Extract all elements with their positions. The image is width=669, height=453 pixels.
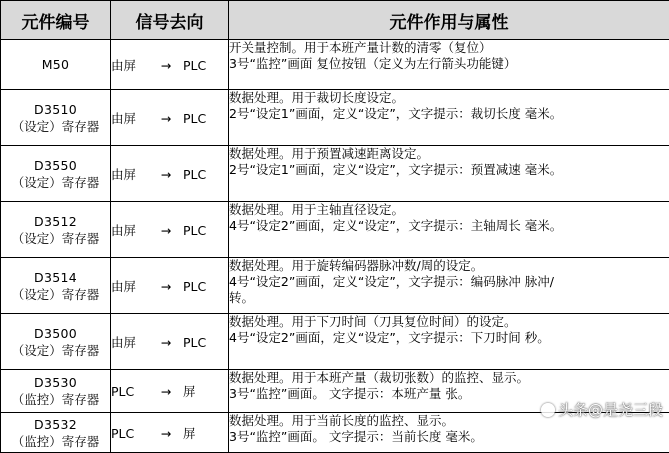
description-line: 2号“设定1”画面，定义“设定”，文字提示：裁切长度 毫米。: [229, 106, 669, 122]
header-code: 元件编号: [1, 1, 111, 40]
description-line: 4号“设定2”画面，定义“设定”，文字提示：下刀时间 秒。: [229, 330, 669, 346]
description-line: 3号“监控”画面 复位按钮（定义为左行箭头功能键）: [229, 56, 669, 72]
signal-target: PLC: [183, 223, 206, 238]
signal-source: 由屏: [111, 221, 149, 239]
description-line: 3号“监控”画面。 文字提示：本班产量 张。: [229, 386, 669, 402]
table-row: [1, 90, 669, 146]
function-description-cell: [229, 258, 669, 314]
description-line: 数据处理。用于本班产量（裁切张数）的监控、显示。: [229, 370, 669, 386]
function-description-cell: [229, 90, 669, 146]
element-type: （设定）寄存器: [1, 118, 110, 135]
signal-target: PLC: [183, 167, 206, 182]
element-code: D3514: [1, 269, 110, 286]
signal-source: 由屏: [111, 277, 149, 295]
signal-target: 屏: [183, 426, 196, 441]
right-arrow-icon: →: [149, 335, 183, 350]
description-line: 数据处理。用于预置减速距离设定。: [229, 146, 669, 162]
signal-direction-cell: [111, 258, 229, 314]
signal-direction-cell: [111, 40, 229, 90]
element-code-cell: [1, 370, 111, 413]
description-line: 4号“设定2”画面，定义“设定”，文字提示：主轴周长 毫米。: [229, 218, 669, 234]
signal-source: 由屏: [111, 333, 149, 351]
element-code-cell: [1, 40, 111, 90]
element-code: D3530: [1, 374, 110, 391]
watermark: 头条@是尧三段: [541, 399, 663, 420]
element-code: D3512: [1, 213, 110, 230]
signal-source: 由屏: [111, 165, 149, 183]
signal-direction-cell: [111, 314, 229, 370]
header-direction: 信号去向: [111, 1, 229, 40]
description-line: 3号“监控”画面。 文字提示：当前长度 毫米。: [229, 429, 669, 445]
signal-target: 屏: [183, 384, 196, 399]
signal-source: 由屏: [111, 56, 149, 74]
function-description-cell: [229, 314, 669, 370]
signal-source: 由屏: [111, 109, 149, 127]
function-description-cell: [229, 202, 669, 258]
signal-direction-cell: [111, 370, 229, 413]
signal-target: PLC: [183, 279, 206, 294]
right-arrow-icon: →: [149, 111, 183, 126]
right-arrow-icon: →: [149, 384, 183, 399]
right-arrow-icon: →: [149, 426, 183, 441]
signal-source: PLC: [111, 384, 149, 399]
description-line: 开关量控制。用于本班产量计数的清零（复位）: [229, 40, 669, 56]
element-code: M50: [1, 56, 110, 73]
description-line: 2号“设定1”画面，定义“设定”，文字提示：预置减速 毫米。: [229, 162, 669, 178]
signal-target: PLC: [183, 111, 206, 126]
right-arrow-icon: →: [149, 223, 183, 238]
element-type: （设定）寄存器: [1, 174, 110, 191]
element-type: （监控）寄存器: [1, 391, 110, 408]
element-code: D3532: [1, 416, 110, 433]
watermark-logo-icon: [541, 403, 555, 417]
description-line: 数据处理。用于裁切长度设定。: [229, 90, 669, 106]
header-row: [1, 1, 669, 40]
signal-target: PLC: [183, 335, 206, 350]
description-line: 数据处理。用于下刀时间（刀具复位时间）的设定。: [229, 314, 669, 330]
right-arrow-icon: →: [149, 58, 183, 73]
element-type: （监控）寄存器: [1, 433, 110, 450]
right-arrow-icon: →: [149, 279, 183, 294]
table-row: [1, 258, 669, 314]
table-row: [1, 146, 669, 202]
element-type: （设定）寄存器: [1, 342, 110, 359]
element-code: D3550: [1, 157, 110, 174]
right-arrow-icon: →: [149, 167, 183, 182]
element-code-cell: [1, 413, 111, 453]
element-code-cell: [1, 258, 111, 314]
description-line: 数据处理。用于旋转编码器脉冲数/周的设定。: [229, 258, 669, 274]
element-code-cell: [1, 314, 111, 370]
table-row: [1, 202, 669, 258]
header-function: 元件作用与属性: [229, 1, 669, 40]
element-code-cell: [1, 146, 111, 202]
function-description-cell: [229, 40, 669, 90]
description-line: 数据处理。用于主轴直径设定。: [229, 202, 669, 218]
table-row: [1, 40, 669, 90]
signal-target: PLC: [183, 58, 206, 73]
element-type: （设定）寄存器: [1, 286, 110, 303]
signal-direction-cell: [111, 202, 229, 258]
element-code-cell: [1, 202, 111, 258]
function-description-cell: [229, 146, 669, 202]
description-line: 转。: [229, 290, 669, 306]
description-line: 4号“设定2”画面，定义“设定”，文字提示：编码脉冲 脉冲/: [229, 274, 669, 290]
table-row: [1, 314, 669, 370]
signal-direction-cell: [111, 90, 229, 146]
element-type: （设定）寄存器: [1, 230, 110, 247]
description-line: 数据处理。用于当前长度的监控、显示。: [229, 413, 669, 429]
element-code: D3510: [1, 101, 110, 118]
element-code-cell: [1, 90, 111, 146]
signal-direction-cell: [111, 146, 229, 202]
element-code: D3500: [1, 325, 110, 342]
signal-direction-cell: [111, 413, 229, 453]
signal-source: PLC: [111, 426, 149, 441]
